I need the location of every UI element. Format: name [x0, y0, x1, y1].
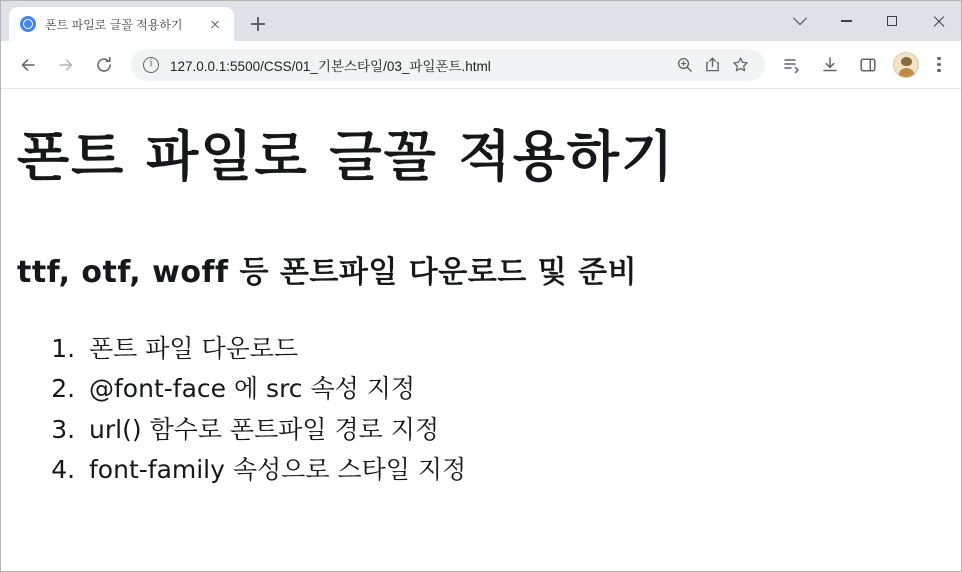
toolbar-right-actions [773, 49, 953, 81]
tab-title: 폰트 파일로 글꼴 적용하기 [45, 17, 183, 32]
browser-menu-button[interactable] [925, 51, 953, 79]
tab-search-button[interactable] [777, 1, 823, 41]
reload-icon [94, 55, 114, 75]
address-bar[interactable] [131, 49, 765, 81]
close-window-button[interactable] [915, 1, 961, 41]
close-icon [932, 15, 945, 28]
back-button[interactable] [12, 49, 44, 81]
kebab-dot [937, 69, 940, 72]
close-icon[interactable] [206, 15, 224, 33]
tab-strip [1, 1, 961, 41]
info-circle-icon[interactable] [143, 57, 159, 73]
star-icon[interactable] [727, 52, 753, 78]
side-panel-button[interactable] [852, 49, 884, 81]
forward-button[interactable] [50, 49, 82, 81]
downloads-button[interactable] [814, 49, 846, 81]
omnibox-actions [669, 52, 753, 78]
browser-toolbar [1, 41, 961, 89]
new-tab-button[interactable] [244, 10, 272, 38]
chevron-down-icon [793, 11, 807, 25]
page-title: 폰트 파일로 글꼴 적용하기 [17, 125, 676, 188]
page-content [1, 89, 961, 571]
reading-list-icon [782, 55, 802, 75]
share-icon[interactable] [699, 52, 725, 78]
list-item: 4. font-family 속성으로 스타일 지정 [83, 450, 931, 491]
zoom-in-icon[interactable] [671, 52, 697, 78]
avatar [893, 52, 919, 78]
kebab-dot [937, 57, 940, 60]
page-subheading: ttf, otf, woff 등 폰트파일 다운로드 및 준비 [17, 254, 638, 290]
arrow-right-icon [56, 55, 76, 75]
globe-icon [20, 16, 36, 32]
kebab-dot [937, 63, 940, 66]
steps-list [17, 329, 931, 491]
side-panel-icon [858, 55, 878, 75]
list-item: 1. 폰트 파일 다운로드 [83, 329, 931, 370]
reading-list-button[interactable] [776, 49, 808, 81]
profile-button[interactable] [890, 49, 922, 81]
maximize-button[interactable] [869, 1, 915, 41]
reload-button[interactable] [88, 49, 120, 81]
browser-tab[interactable] [9, 7, 234, 41]
list-item: 3. url() 함수로 폰트파일 경로 지정 [83, 410, 931, 451]
download-icon [820, 55, 840, 75]
minimize-button[interactable] [823, 1, 869, 41]
list-item: 2. @font-face 에 src 속성 지정 [83, 369, 931, 410]
window-controls [777, 1, 961, 41]
url-text: 127.0.0.1:5500/CSS/01_기본스타일/03_파일폰트.html [170, 58, 491, 74]
arrow-left-icon [18, 55, 38, 75]
minimize-icon [841, 20, 852, 21]
maximize-icon [887, 16, 897, 26]
